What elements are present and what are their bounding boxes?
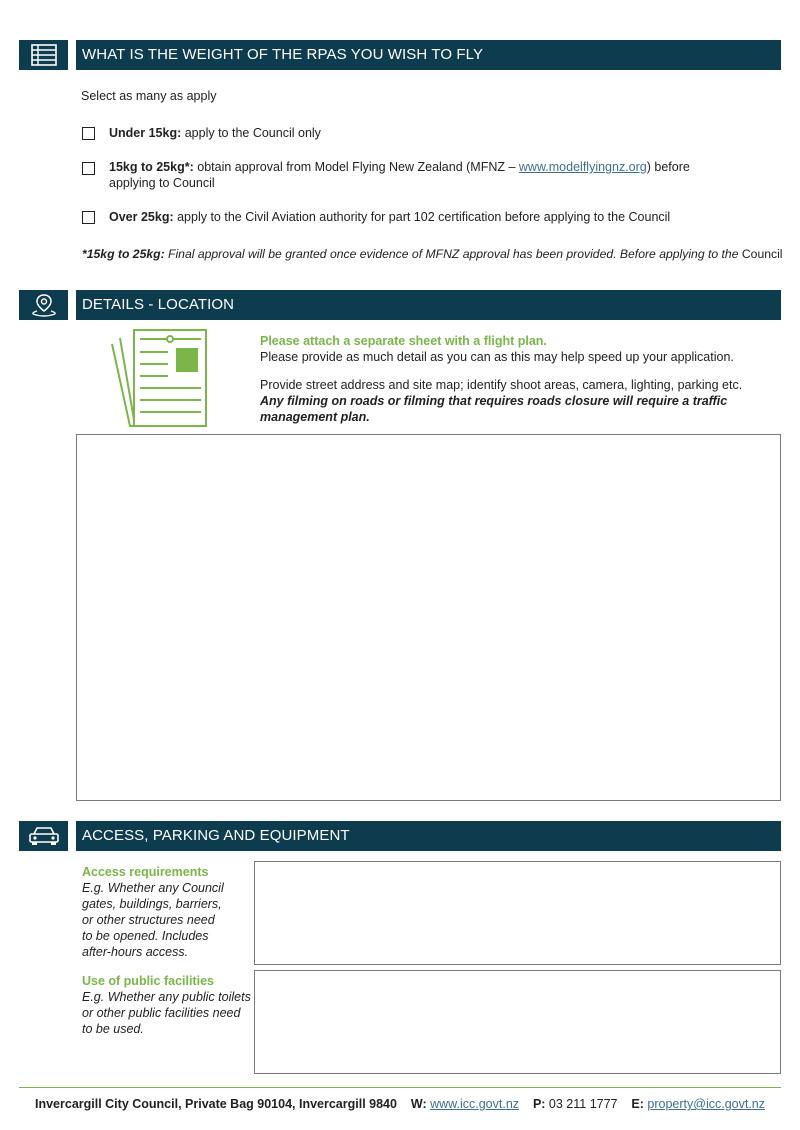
weight-note: *15kg to 25kg: Final approval will be granted once evidence of MFNZ approval has been provided. Before applying to the Council bbox=[82, 247, 783, 261]
location-pin-icon bbox=[19, 290, 68, 320]
access-requirements-label: Access requirements bbox=[82, 865, 209, 879]
car-icon bbox=[19, 821, 68, 851]
weight-section-header: WHAT IS THE WEIGHT OF THE RPAS YOU WISH TO FLY bbox=[76, 40, 781, 70]
access-requirements-hint: E.g. Whether any Council gates, buildings, barriers, or other structures need to be opened. Includes after-hours access. bbox=[82, 881, 224, 959]
document-icon bbox=[108, 328, 210, 435]
attach-heading: Please attach a separate sheet with a flight plan. bbox=[260, 334, 547, 348]
roads-warning: Any filming on roads or filming that requires roads closure will require a traffic management plan. bbox=[260, 394, 728, 424]
location-section-header: DETAILS - LOCATION bbox=[76, 290, 781, 320]
list-icon bbox=[19, 40, 68, 70]
15-to-25kg-checkbox[interactable] bbox=[82, 162, 95, 175]
access-section-header: ACCESS, PARKING AND EQUIPMENT bbox=[76, 821, 781, 851]
under-15kg-label: Under 15kg: apply to the Council only bbox=[109, 126, 321, 140]
public-facilities-input[interactable] bbox=[254, 970, 781, 1074]
over-25kg-checkbox[interactable] bbox=[82, 211, 95, 224]
detail-instruction: Please provide as much detail as you can as this may help speed up your application. bbox=[260, 350, 734, 364]
public-facilities-label: Use of public facilities bbox=[82, 974, 214, 988]
footer-divider bbox=[19, 1087, 781, 1088]
15-to-25kg-label: 15kg to 25kg*: obtain approval from Model Flying New Zealand (MFNZ – www.modelflyingnz.org) before applying to Council bbox=[109, 160, 690, 190]
select-instruction: Select as many as apply bbox=[81, 89, 217, 103]
location-details-textarea[interactable] bbox=[76, 434, 781, 801]
public-facilities-hint: E.g. Whether any public toilets or other public facilities need to be used. bbox=[82, 990, 251, 1036]
footer: Invercargill City Council, Private Bag 90104, Invercargill 9840 W: www.icc.govt.nz P: 03 211 1777 E: property@icc.govt.nz bbox=[34, 1097, 766, 1111]
address-instruction: Provide street address and site map; identify shoot areas, camera, lighting, parking etc. bbox=[260, 378, 743, 392]
email-link[interactable]: property@icc.govt.nz bbox=[647, 1097, 766, 1111]
over-25kg-label: Over 25kg: apply to the Civil Aviation authority for part 102 certification before applying to the Council bbox=[109, 210, 671, 224]
under-15kg-checkbox[interactable] bbox=[82, 127, 95, 140]
access-requirements-input[interactable] bbox=[254, 861, 781, 965]
mfnz-link[interactable]: www.modelflyingnz.org bbox=[518, 160, 647, 174]
website-link[interactable]: www.icc.govt.nz bbox=[430, 1097, 520, 1111]
